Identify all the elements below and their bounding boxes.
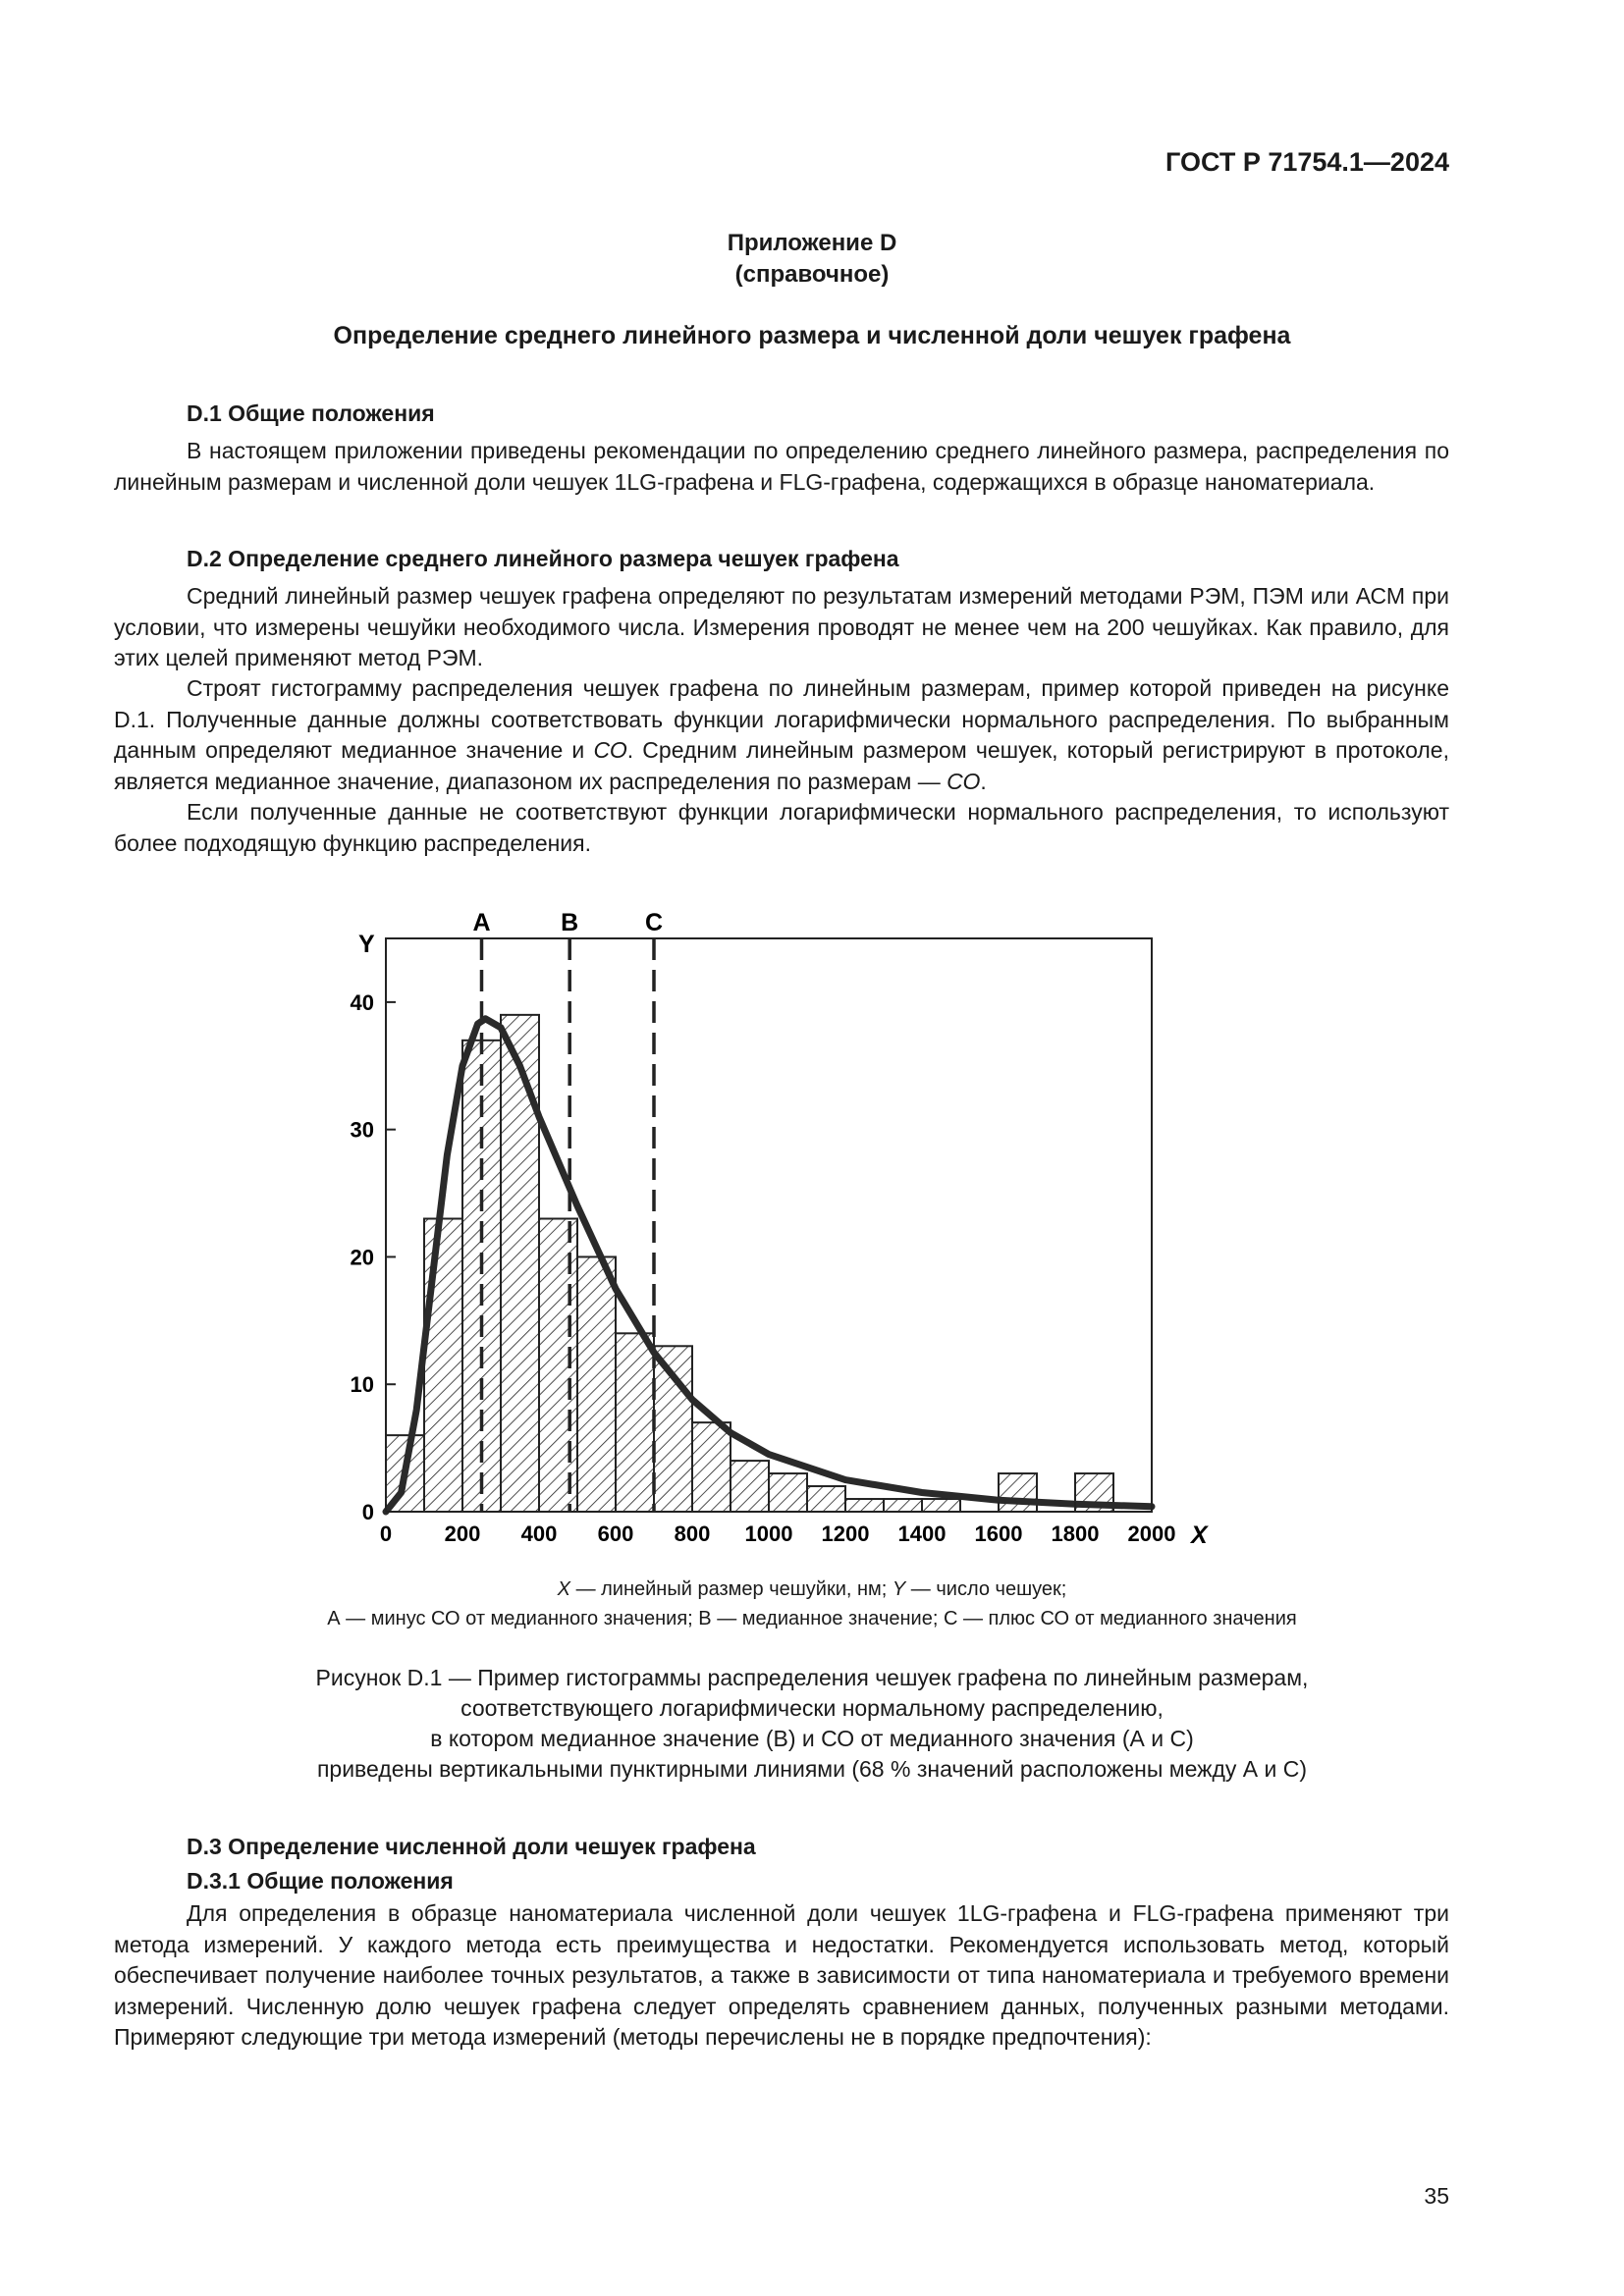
section-d31-heading: D.3.1 Общие положения: [187, 1868, 454, 1894]
vline-label-b: B: [561, 909, 579, 936]
vline-label-c: C: [644, 909, 664, 936]
histogram-bar: [692, 1422, 731, 1512]
histogram-bar: [539, 1219, 577, 1512]
legend-line-2: А — минус СО от медианного значения; В — медианное значение; С — плюс СО от медианного значения: [327, 1608, 1297, 1629]
y-axis-label: Y: [358, 931, 375, 958]
caption-line: Рисунок D.1 — Пример гистограммы распределения чешуек графена по линейным размерам,: [315, 1665, 1309, 1690]
section-d1-heading: D.1 Общие положения: [187, 400, 435, 426]
x-tick-label: 1000: [744, 1522, 793, 1546]
appendix-subtitle: (справочное): [734, 261, 890, 288]
x-tick-label: 1800: [1051, 1522, 1100, 1546]
y-tick-label: 20: [350, 1245, 374, 1270]
histogram-bar: [769, 1473, 807, 1512]
histogram-chart: [216, 893, 1237, 1561]
vline-label-a: A: [472, 909, 491, 936]
histogram-bar: [845, 1499, 884, 1512]
section-d2-paragraph-1: Средний линейный размер чешуек графена определяют по результатам измерений методами РЭМ, ПЭМ или АСМ при условии, что измерены чешуйки необходимого числа. Измерения проводят не менее чем на 200 чешуйках. Как правило, для этих целей применяют метод РЭМ.: [114, 583, 1449, 670]
histogram-bar: [501, 1015, 539, 1512]
standard-number: ГОСТ Р 71754.1—2024: [1165, 147, 1449, 177]
x-axis-label: X: [1191, 1522, 1208, 1549]
y-tick-label: 40: [350, 989, 374, 1015]
x-tick-label: 1600: [974, 1522, 1023, 1546]
figure-legend: [0, 1575, 1624, 1633]
histogram-figure: [216, 893, 1237, 1561]
y-tick-label: 30: [350, 1117, 374, 1143]
histogram-bar: [999, 1473, 1037, 1512]
histogram-bar: [731, 1461, 769, 1512]
x-tick-label: 0: [379, 1522, 393, 1546]
x-tick-label: 200: [444, 1522, 481, 1546]
histogram-bar: [577, 1256, 616, 1512]
legend-line-1: X — линейный размер чешуйки, нм; Y — число чешуек;: [557, 1578, 1067, 1600]
y-tick-label: 0: [361, 1500, 374, 1524]
section-d1-paragraph: В настоящем приложении приведены рекомендации по определению среднего линейного размера, распределения по линейным размерам и численной доли чешуек 1LG-графена и FLG-графена, содержащихся в образце наноматериала.: [114, 438, 1449, 495]
appendix-heading: [0, 228, 1624, 291]
section-d2-paragraph-2: Строят гистограмму распределения чешуек графена по линейным размерам, пример которой приведен на рисунке D.1. Полученные данные должны соответствовать функции логарифмически нормального распределения. По выбранным данным определяют медианное значение и СО. Средним линейным размером чешуек, который регистрируют в протоколе, является медианное значение, диапазоном их распределения по размерам — СО.: [114, 675, 1449, 794]
main-title: Определение среднего линейного размера и численной доли чешуек графена: [333, 322, 1291, 349]
section-d2-heading: D.2 Определение среднего линейного размера чешуек графена: [187, 546, 899, 571]
histogram-bar: [616, 1333, 654, 1512]
caption-line: приведены вертикальными пунктирными линиями (68 % значений расположены между А и С): [316, 1756, 1308, 1782]
figure-caption: [0, 1663, 1624, 1785]
appendix-title: Приложение D: [727, 230, 897, 256]
x-tick-label: 1400: [897, 1522, 947, 1546]
page-number: 35: [1424, 2183, 1449, 2209]
x-tick-label: 800: [674, 1522, 711, 1546]
y-tick-label: 10: [350, 1372, 374, 1398]
histogram-bar: [922, 1499, 960, 1512]
histogram-bar: [807, 1486, 845, 1512]
x-tick-label: 1200: [821, 1522, 870, 1546]
section-d3-heading: D.3 Определение численной доли чешуек графена: [187, 1834, 756, 1859]
section-d2-paragraph-3: Если полученные данные не соответствуют функции логарифмически нормального распределения, то используют более подходящую функцию распределения.: [114, 799, 1449, 856]
caption-line: в котором медианное значение (В) и СО от медианного значения (А и С): [430, 1726, 1194, 1751]
histogram-bar: [884, 1499, 922, 1512]
x-tick-label: 400: [520, 1522, 558, 1546]
x-tick-label: 2000: [1127, 1522, 1176, 1546]
x-tick-label: 600: [597, 1522, 634, 1546]
caption-line: соответствующего логарифмически нормальному распределению,: [460, 1695, 1164, 1721]
histogram-bar: [424, 1219, 462, 1512]
section-d31-paragraph: Для определения в образце наноматериала численной доли чешуек 1LG-графена и FLG-графена применяют три метода измерений. У каждого метода есть преимущества и недостатки. Рекомендуется использовать метод, который обеспечивает получение наиболее точных результатов, а также в зависимости от типа наноматериала и требуемого времени измерений. Численную долю чешуек графена следует определять сравнением данных, полученных разными методами. Примеряют следующие три метода измерений (методы перечислены не в порядке предпочтения):: [114, 1900, 1449, 2050]
